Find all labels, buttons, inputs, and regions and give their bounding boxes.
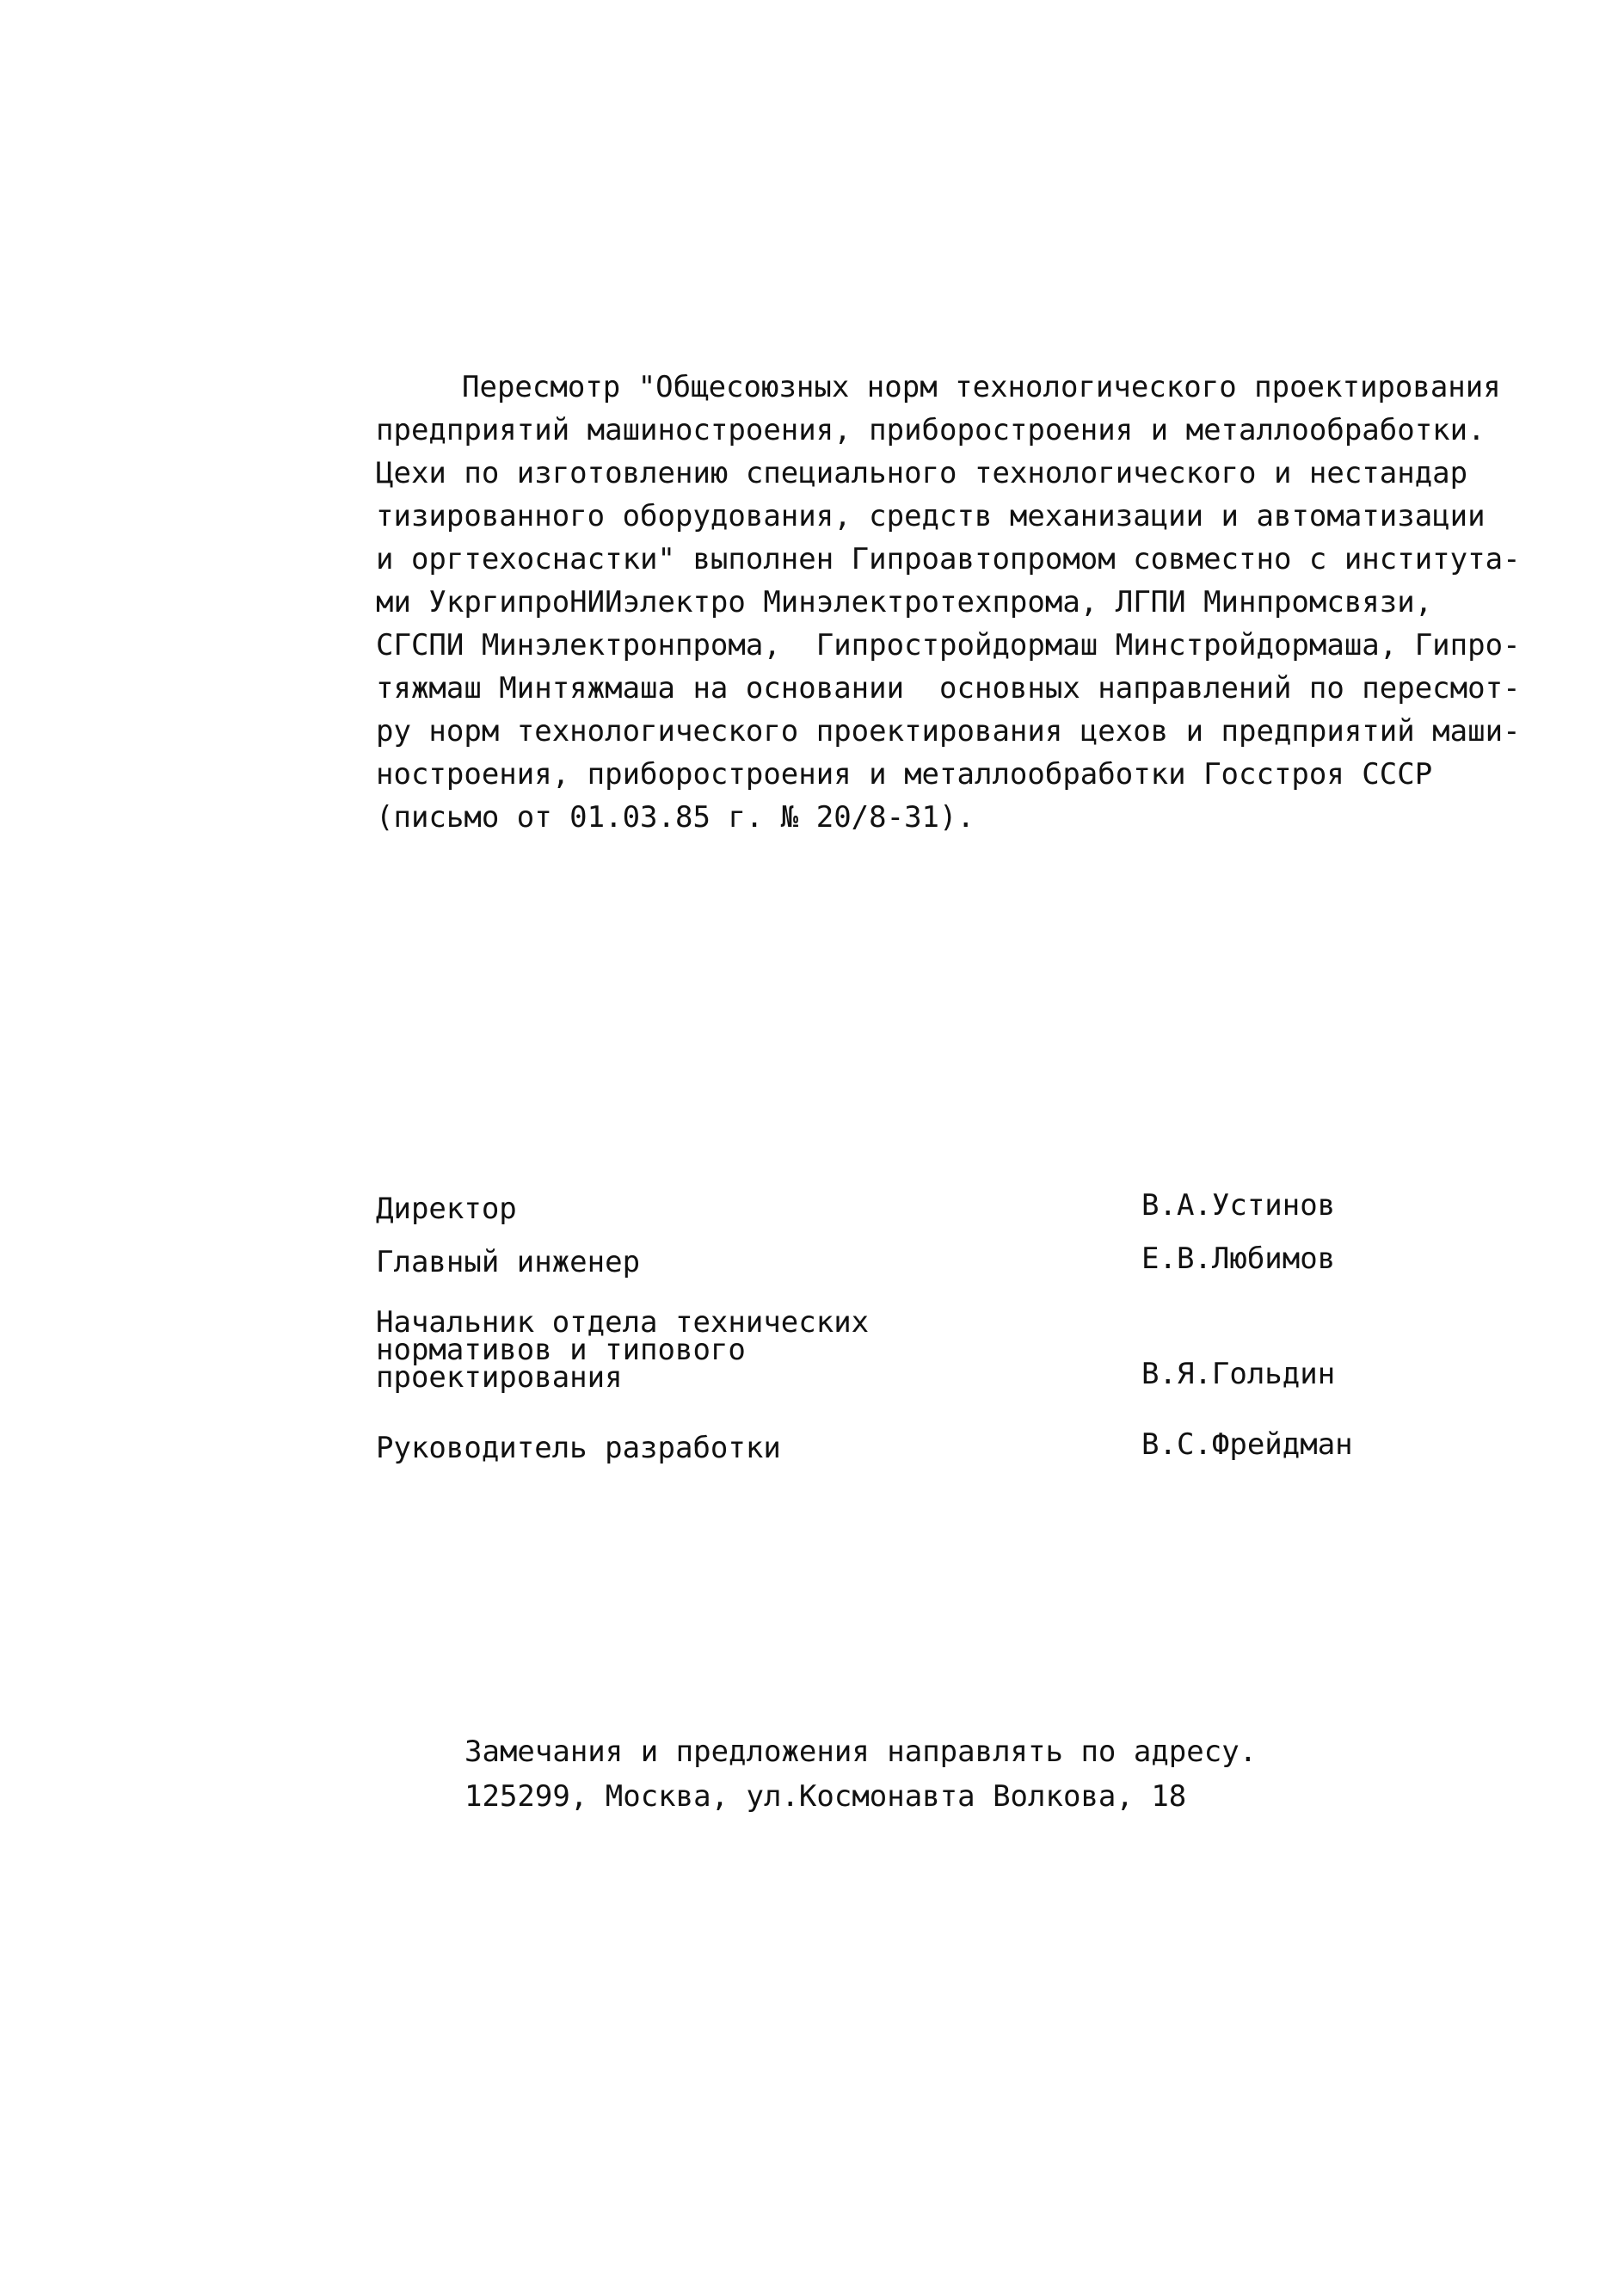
intro-line: (письмо от 01.03.85 г. № 20/8-31). xyxy=(376,800,975,835)
intro-line: и оргтехоснастки" выполнен Гипроавтопромом совместно с института- xyxy=(376,542,1521,576)
intro-paragraph xyxy=(376,366,1546,839)
intro-line: Цехи по изготовлению специального технологического и нестандар xyxy=(376,456,1468,490)
intro-line: ностроения, приборостроения и металлообработки Госстроя СССР xyxy=(376,757,1433,792)
signatory-role xyxy=(376,1192,1030,1226)
feedback-note-text: Замечания и предложения направлять по адресу. xyxy=(464,1735,1258,1769)
signatory-role-line: Директор xyxy=(376,1192,517,1226)
signatory-role xyxy=(376,1305,1030,1395)
intro-line: ми УкргипроНИИэлектро Минэлектротехпрома, ЛГПИ Минпромсвязи, xyxy=(376,585,1433,619)
intro-line: тяжмаш Минтяжмаша на основании основных направлений по пересмот- xyxy=(376,671,1521,706)
signatory-role-line: Руководитель разработки xyxy=(376,1431,781,1465)
intro-line: тизированного оборудования, средств механизации и автоматизации xyxy=(376,499,1486,533)
signatory-name: В.С.Фрейдман xyxy=(1141,1427,1353,1462)
intro-line: ру норм технологического проектирования цехов и предприятий маши- xyxy=(376,714,1521,749)
signatory-role xyxy=(376,1245,1030,1279)
postal-address: 125299, Москва, ул.Космонавта Волкова, 18 xyxy=(464,1779,1187,1814)
intro-line: Пересмотр "Общесоюзных норм технологического проектирования xyxy=(462,370,1501,404)
signatory-name: Е.В.Любимов xyxy=(1141,1242,1336,1276)
signatory-role xyxy=(376,1431,1030,1465)
intro-line: СГСПИ Минэлектронпрома, Гипростройдормаш Минстройдормаша, Гипро- xyxy=(376,628,1521,662)
intro-line: предприятий машиностроения, приборостроения и металлообработки. xyxy=(376,413,1486,447)
signatory-role-line: проектирования xyxy=(376,1360,623,1395)
signatory-name: В.А.Устинов xyxy=(1141,1188,1336,1223)
signatory-role-line: Начальник отдела технических xyxy=(376,1305,870,1340)
signatory-role-line: Главный инженер xyxy=(376,1245,641,1279)
signatory-name: В.Я.Гольдин xyxy=(1141,1357,1336,1391)
feedback-note xyxy=(464,1729,1497,1819)
signatory-role-line: нормативов и типового xyxy=(376,1333,746,1367)
